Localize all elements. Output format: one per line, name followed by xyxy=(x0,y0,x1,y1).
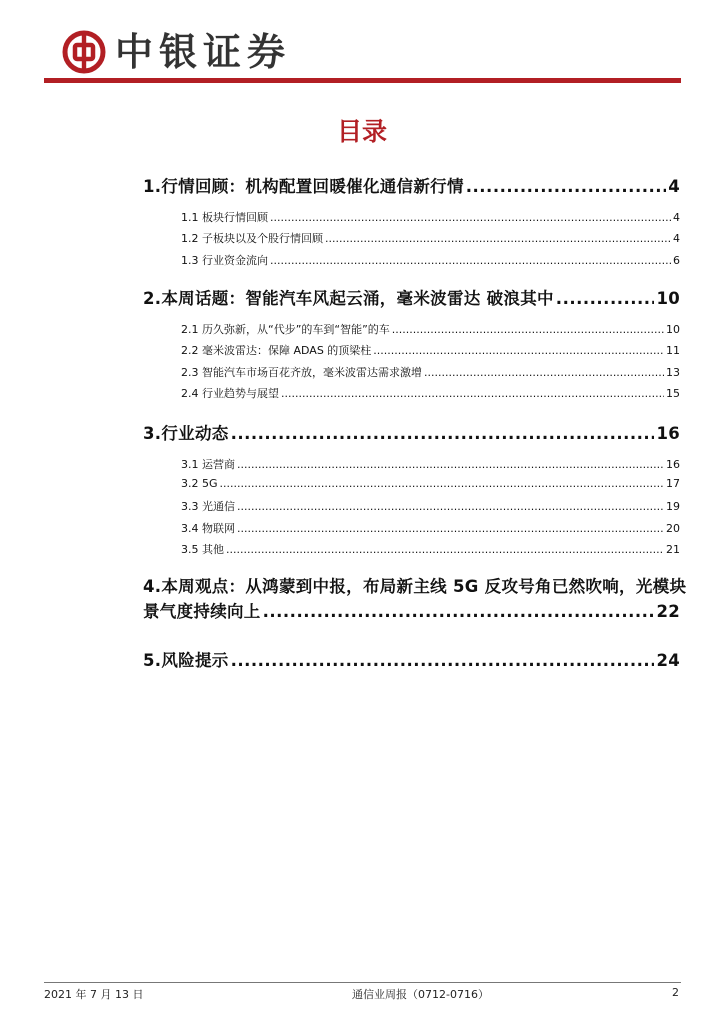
dot-leader xyxy=(373,344,664,357)
toc-entry-2-4[interactable] xyxy=(181,385,680,401)
toc-entry-label: 3.1 运营商 xyxy=(181,458,235,471)
footer-date: 2021 年 7 月 13 日 xyxy=(44,988,144,1001)
toc-entry-page: 10 xyxy=(666,323,680,336)
dot-leader xyxy=(392,323,664,336)
toc-entry-label: 5.风险提示 xyxy=(143,651,229,670)
toc-entry-3-1[interactable] xyxy=(181,456,680,472)
toc-entry-label: 2.本周话题：智能汽车风起云涌，毫米波雷达 破浪其中 xyxy=(143,289,554,308)
toc-entry-label: 2.4 行业趋势与展望 xyxy=(181,387,279,400)
toc-entry-page: 17 xyxy=(666,477,680,490)
toc-entry-2-1[interactable] xyxy=(181,321,680,337)
toc-entry-page: 4 xyxy=(668,177,680,196)
toc-entry-page: 4 xyxy=(673,211,680,224)
toc-entry-label: 2.2 毫米波雷达：保障 ADAS 的顶梁柱 xyxy=(181,344,372,357)
toc-entry-3-4[interactable] xyxy=(181,520,680,536)
toc-entry-page: 24 xyxy=(656,651,680,670)
dot-leader xyxy=(237,522,664,535)
toc-entry-label: 景气度持续向上 xyxy=(143,602,261,621)
dot-leader xyxy=(237,500,664,513)
dot-leader xyxy=(424,366,664,379)
dot-leader xyxy=(281,387,664,400)
toc-entry-label: 2.1 历久弥新，从“代步”的车到“智能”的车 xyxy=(181,323,390,336)
toc-entry-3-5[interactable] xyxy=(181,541,680,557)
brand-name: 中银证券 xyxy=(115,29,292,74)
toc-entry-4-line1[interactable]: 4.本周观点：从鸿蒙到中报，布局新主线 5G 反攻号角已然吹响，光模块 xyxy=(143,577,687,596)
toc-entry-label: 3.行业动态 xyxy=(143,424,229,443)
footer-report-title: 通信业周报（0712-0716） xyxy=(352,988,489,1001)
dot-leader xyxy=(237,458,664,471)
toc-entry-label: 1.行情回顾：机构配置回暖催化通信新行情 xyxy=(143,177,464,196)
dot-leader xyxy=(270,211,671,224)
toc-entry-page: 10 xyxy=(656,289,680,308)
dot-leader xyxy=(220,477,664,490)
toc-entry-page: 16 xyxy=(666,458,680,471)
toc-entry-page: 22 xyxy=(656,602,680,621)
dot-leader xyxy=(466,177,666,196)
dot-leader xyxy=(263,602,655,621)
dot-leader xyxy=(556,289,655,308)
toc-entry-label: 1.3 行业资金流向 xyxy=(181,254,268,267)
toc-entry-label: 1.2 子板块以及个股行情回顾 xyxy=(181,232,323,245)
toc-entry-4[interactable] xyxy=(143,598,680,622)
toc-entry-page: 19 xyxy=(666,500,680,513)
toc-entry-page: 15 xyxy=(666,387,680,400)
toc-entry-label: 2.3 智能汽车市场百花齐放，毫米波雷达需求激增 xyxy=(181,366,422,379)
toc-entry-label: 3.4 物联网 xyxy=(181,522,235,535)
toc-entry-page: 21 xyxy=(666,543,680,556)
dot-leader xyxy=(325,232,671,245)
dot-leader xyxy=(270,254,671,267)
toc-entry-1-2[interactable] xyxy=(181,230,680,246)
toc-entry-3[interactable] xyxy=(143,420,680,444)
toc-entry-1-1[interactable] xyxy=(181,209,680,225)
toc-title: 目录 xyxy=(336,117,387,146)
dot-leader xyxy=(231,651,655,670)
toc-entry-page: 20 xyxy=(666,522,680,535)
toc-entry-label: 3.3 光通信 xyxy=(181,500,235,513)
toc-entry-page: 6 xyxy=(673,254,680,267)
toc-entry-2[interactable] xyxy=(143,285,680,309)
dot-leader xyxy=(231,424,655,443)
toc-entry-page: 16 xyxy=(656,424,680,443)
toc-entry-label: 3.2 5G xyxy=(181,477,218,490)
toc-entry-page: 4 xyxy=(673,232,680,245)
toc-entry-2-2[interactable] xyxy=(181,342,680,358)
toc-entry-1[interactable] xyxy=(143,173,680,197)
toc-entry-3-3[interactable] xyxy=(181,498,680,514)
toc-entry-page: 13 xyxy=(666,366,680,379)
dot-leader xyxy=(226,543,664,556)
footer-page-number: 2 xyxy=(672,986,679,999)
toc-entry-label: 3.5 其他 xyxy=(181,543,224,556)
toc-entry-3-2[interactable] xyxy=(181,477,680,490)
toc-entry-label: 1.1 板块行情回顾 xyxy=(181,211,268,224)
toc-entry-page: 11 xyxy=(666,344,680,357)
toc-entry-1-3[interactable] xyxy=(181,252,680,268)
toc-entry-5[interactable] xyxy=(143,647,680,671)
toc-entry-2-3[interactable] xyxy=(181,364,680,380)
footer-divider xyxy=(44,982,681,983)
